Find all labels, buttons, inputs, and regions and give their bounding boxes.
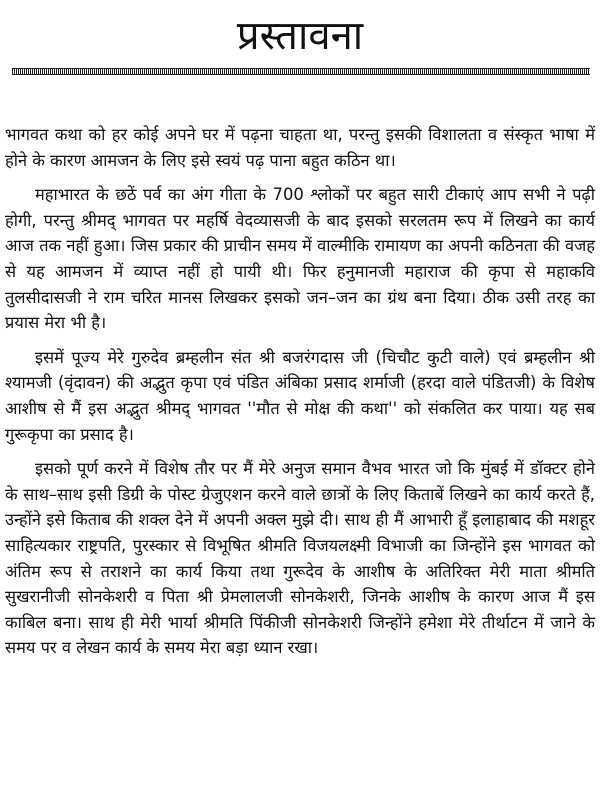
paragraph-1: भागवत कथा को हर कोई अपने घर में पढ़ना चाहता था, परन्तु इसकी विशालता व संस्कृत भाषा में होने के कारण आमजन के लिए इसे स्वयं पढ़ पाना बहुत कठिन था। [5,125,595,170]
paragraph-3: इसमें पूज्य मेरे गुरुदेव ब्रम्हलीन संत श्री बजरंगदास जी (चिचौट कुटी वाले) एवं ब्रम्हलीन श्री श्यामजी (वृंदावन) की अद्भुत कृपा एवं पंडित अंबिका प्रसाद शर्माजी (हरदा वाले पंडितजी) के विशेष आशीष से मैं इस अद्भुत श्रीमद् भागवत ''मौत से मोक्ष की कथा'' को संकलित कर पाया। यह सब गुरूकृपा का प्रसाद है। [5,347,595,444]
paragraph-2: महाभारत के छठें पर्व का अंग गीता के 700 श्लोकों पर बहुत सारी टीकाएं आप सभी ने पढ़ी होगी, परन्तु श्रीमद् भागवत पर महर्षि वेदव्यासजी के बाद इसको सरलतम रूप में लिखने का कार्य आज तक नहीं हुआ। जिस प्रकार की प्राचीन समय में वाल्मीकि रामायण का अपनी कठिनता की वजह से यह आमजन में व्याप्त नहीं हो पायी थी। फिर हनुमानजी महाराज की कृपा से महाकवि तुलसीदासजी ने राम चरित मानस लिखकर इसको जन–जन का ग्रंथ बना दिया। ठीक उसी तरह का प्रयास मेरा भी है। [5,185,595,333]
title-divider [12,68,590,75]
paragraph-4: इसको पूर्ण करने में विशेष तौर पर मैं मेरे अनुज समान वैभव भारत जो कि मुंबई में डॉक्टर होने के साथ–साथ इसी डिग्री के पोस्ट ग्रेजुएशन करने वाले छात्रों के लिए किताबें लिखने का कार्य करते हैं, उन्होंने इसे किताब की शक्ल देने में अपनी अक्ल मुझे दी। साथ ही मैं आभारी हूँ इलाहाबाद की मशहूर साहित्यकार राष्ट्रपति, पुरस्कार से विभूषित श्रीमति विजयलक्ष्मी विभाजी का जिन्होंने इस भागवत को अंतिम रूप से तराशने का कार्य किया तथा गुरूदेव के आशीष के अतिरिक्त मेरी माता श्रीमति सुखरानीजी सोनकेशरी व पिता श्री प्रेमलालजी सोनकेशरी, जिनके आशीष के कारण आज मैं इस काबिल बना। साथ ही मेरी भार्या श्रीमति पिंकीजी सोनकेशरी जिन्होंने हमेशा मेरे तीर्थाटन में जाने के समय पर व लेखन कार्य के समय मेरा बड़ा ध्यान रखा। [5,459,595,658]
page-title: प्रस्तावना [236,13,364,59]
body-text [5,122,595,670]
